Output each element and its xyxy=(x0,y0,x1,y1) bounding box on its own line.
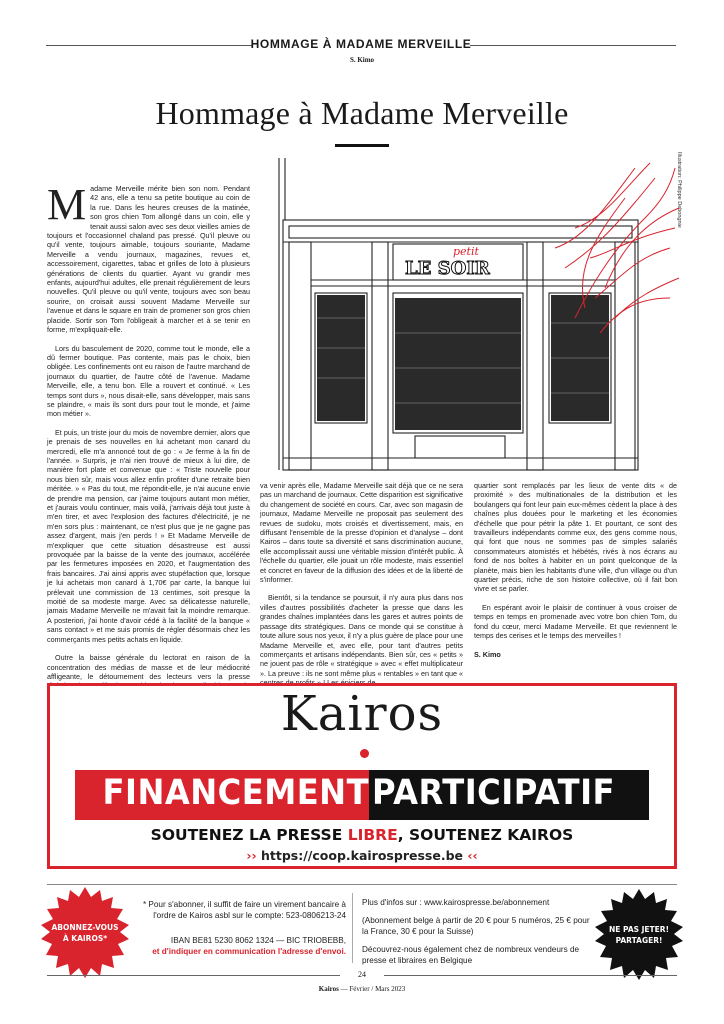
article-column-3 xyxy=(474,481,677,671)
slogan-red-word: LIBRE xyxy=(347,826,398,844)
illustration-credit: Illustration: Philippe Debongnie xyxy=(676,152,682,228)
crowdfunding-link[interactable]: https://coop.kairospresse.be xyxy=(261,848,463,863)
iban-note: et d'indiquer en communication l'adresse d'envoi. xyxy=(152,947,346,956)
share-seal xyxy=(592,887,686,981)
ad-slogan xyxy=(47,826,677,844)
subscription-text: * Pour s'abonner, il suffit de faire un virement bancaire à l'ordre de Kairos asbl sur le compte: 523-0806213-24 xyxy=(142,900,346,920)
logo-dot xyxy=(360,749,369,758)
slogan-part-2: , SOUTENEZ xyxy=(397,826,508,844)
sign-small-text: petit xyxy=(453,245,479,258)
page-number: 24 xyxy=(340,970,384,979)
subscription-prices: (Abonnement belge à partir de 20 € pour 5 numéros, 25 € pour la France, 30 € pour la Suisse) xyxy=(362,916,590,936)
paragraph-6: Bientôt, si la tendance se poursuit, il n'y aura plus dans nos villes d'autres possibilités d'acheter la presse que dans les grandes chaînes implantées dans les gares et autres points de passage dits stratégiques. Dans ce monde qui se constitue à toute allure sous nos yeux, il n'y a plus guère de place pour une Madame Merveille et, avec elle, pour tant d'autres petits commerçants et artisans indépendants. Bien sûr, ces « petits » ne jouent pas de rôle « stratégique » avec « effet multiplicateur ». La preuve : ils ne sont même plus « rentables » en tant que « xyxy=(260,593,463,678)
slogan-part-3: KAIROS xyxy=(507,826,574,844)
subscribe-seal xyxy=(38,885,132,979)
subscription-divider xyxy=(352,893,353,963)
paragraph-3: Et puis, un triste jour du mois de novembre dernier, alors que je prenais de ses nouvelles en lui achetant mon canard du mercredi, elle m'a annoncé tout de go : « Je ferme à la fin de l'année. » Surpris, je n'ai rien trouvé de mieux à lui dire, de manière fort plate et convenue que : « Triste nouvelle pour nous bien sûr, mais vous allez enfin profiter d'une retraite bien méritée. » « Pas du tout, me répondit-elle, je n'ai aucune envie de prendre ma pension, car j'aime toujours autant mon métier, et j'aurais voulu continuer, mais voilà, j'arrivais déjà tout juste à m'en tirer, et avec l'explosion des factures d'électricité, je ne m'en sors plus : maintenant, ce n'est plus que je ne gagne pas assez d'argent, mais j'en perds ! » Et Madame Merveille de m'expliquer que cette situation désastreuse est aussi provoquée par la baisse de la vente des journaux, accélérée par les fermetures imposées en 2020, et l'augmentation des frais bancaires. J'ai ainsi appris avec stupéfaction que, lorsque je lui achetais mon canard à 1,70€ par carte, la banque lui prélevait une commission de 13 centimes, soit presque la moitié de sa modeste marge. Avec sa délicatesse naturelle, jamais Madame Merveille ne m'avait fait la moindre remarque. A posteriori, j'ai honte d'avoir cédé à la facilité de la banque « sans contact » et me suis promis de régler désormais chez les commerçants mes petits achats en liquide. xyxy=(47,427,250,644)
slogan-part-1: SOUTENEZ LA PRESSE xyxy=(150,826,348,844)
article-signature: S. Kimo xyxy=(474,649,501,659)
issue-date: — Février / Mars 2023 xyxy=(338,985,406,993)
publication-name: Kairos xyxy=(318,985,339,993)
header-author: S. Kimo xyxy=(349,56,375,64)
title-underline xyxy=(335,144,389,147)
header-rule-left xyxy=(46,45,252,46)
url-prefix: ›› xyxy=(246,848,261,863)
iban-line: IBAN BE81 5230 8062 1324 — BIC TRIOBEBB, xyxy=(170,936,346,945)
subscription-rule xyxy=(47,884,677,885)
sellers-note: Découvrez-nous également chez de nombreux vendeurs de presse et libraires en Belgique xyxy=(362,945,580,965)
kairos-logo: Kairos xyxy=(280,686,444,742)
seal-left-line-2: À KAIROS* xyxy=(62,934,108,943)
more-info-link[interactable]: Plus d'infos sur : www.kairospresse.be/abonnement xyxy=(362,898,550,907)
header-rule-right xyxy=(470,45,676,46)
ad-headline-right: PARTICIPATIF xyxy=(372,773,615,813)
seal-right-line-1: NE PAS JETER! xyxy=(609,925,669,934)
sign-main-text: LE SOIR xyxy=(405,258,490,279)
paragraph-2: Lors du basculement de 2020, comme tout le monde, elle a dû fermer boutique. Pas contente, mais pas le choix, bien obligée. Les confinements ont eu raison de l'autre marchand de journaux du quartier, de l'autre côté de l'avenue. Madame Merveille, elle, a tenu bon. Elle a rouvert et continué. « Les temps sont durs », nous disait-elle, sans développer, mais sans se plaindre, « mais ils sont durs pour tout le monde, et j'aime mon métier ». xyxy=(47,343,250,419)
paragraph-5: va venir après elle, Madame Merveille sait déjà que ce ne sera pas un marchand de journaux. Cette disparition est significative du changement de société en cours. Car, avec son magasin de journaux, Madame Merveille ne proposait pas seulement des revues de sudoku, mots croisés et divertissement, mais, en diffusant l'ensemble de la presse d'opinion et d'analyse – dont Kairos – dans toute sa diversité et sans discrimination aucune, elle accomplissait aussi une véritable mission d'intérêt public. À l'échelle du quartier, elle jouait un rôle modeste, mais essentiel et concret en faveur de la diffusion des idées et de la liberté de s'informer. xyxy=(260,481,463,585)
subscription-instructions xyxy=(136,899,346,957)
ad-headline-left: FINANCEMENT xyxy=(102,773,370,813)
subscription-info xyxy=(362,897,592,973)
paragraph-7: quartier sont remplacés par les lieux de vente dits « de proximité » des multinationales de la distribution et les boulangers qui font leur pain eux-mêmes cèdent la place à des chaînes plus douées pour le marketing et les économies d'échelle que pour pétrir la pâte 1. Et pourtant, ce sont des travailleurs indépendants comme eux, des gens comme nous, qui font que nous ne sommes pas de simples salariés consommateurs atomistés et hébétés, rivés à nos écrans au fond de nos boîtes à habiter en un point quelconque de la planète, mais bien les habitants d'une ville, d'un village ou d'un quartier précis, riche de son histoire collective, où il fait bon vivre et se parler. xyxy=(474,481,677,594)
seal-left-line-1: ABONNEZ-VOUS xyxy=(51,923,119,932)
drop-cap: M xyxy=(47,180,87,229)
article-title: Hommage à Madame Merveille xyxy=(155,95,569,131)
ad-url-line xyxy=(47,848,677,863)
section-header: HOMMAGE À MADAME MERVEILLE xyxy=(250,37,472,51)
article-column-1 xyxy=(47,180,250,681)
paragraph-8: En espérant avoir le plaisir de continuer à vous croiser de temps en temps en promenade avec votre bon chien Tom, du fond du cœur, merci Madame Merveille. Et que reviennent le temps des cerises et le temps des merveilles ! xyxy=(474,602,677,641)
footer-issue xyxy=(260,985,464,993)
url-suffix: ‹‹ xyxy=(463,848,478,863)
paragraph-1: adame Merveille mérite bien son nom. Pendant 42 ans, elle a tenu sa petite boutique au coin de la rue. Dans les heures creuses de la matinée, son gros chien Tom allongé dans un coin, elle y tenait aussi salon avec ses deux vieilles amies de toujours et l'occasionnel chaland pas pressé. Qu'il pleuve ou qu'il vente, toujours aimable, toujours souriante, Madame Merveille a vendu journaux, magazines, revues et, accessoirement, cigarettes, tabac et grilles de loto à plusieurs générations de clients du quartier. Ayant vu grandir mes enfants, aujourd'hui adultes, elle prenait régulièrement de leurs nouvelles. Qu'il pleuve ou qu'il vente, toujours avec son beau sourire, on croisait aussi souvent Madame Merveille sur l'avenue et dans le square en train de promener son gros chien placide. Sortir son Tom l'obligeait à marcher et à se tenir en forme, m'expliquait-elle. xyxy=(47,184,250,335)
storefront-illustration xyxy=(275,158,680,480)
paragraph-4: Outre la baisse générale du lectorat en raison de la concentration des médias de masse et de leur médiocrité affligeante, le détournement des lecteurs vers la presse xyxy=(47,653,250,681)
article-column-2 xyxy=(260,481,463,678)
seal-right-line-2: PARTAGER! xyxy=(615,936,663,945)
